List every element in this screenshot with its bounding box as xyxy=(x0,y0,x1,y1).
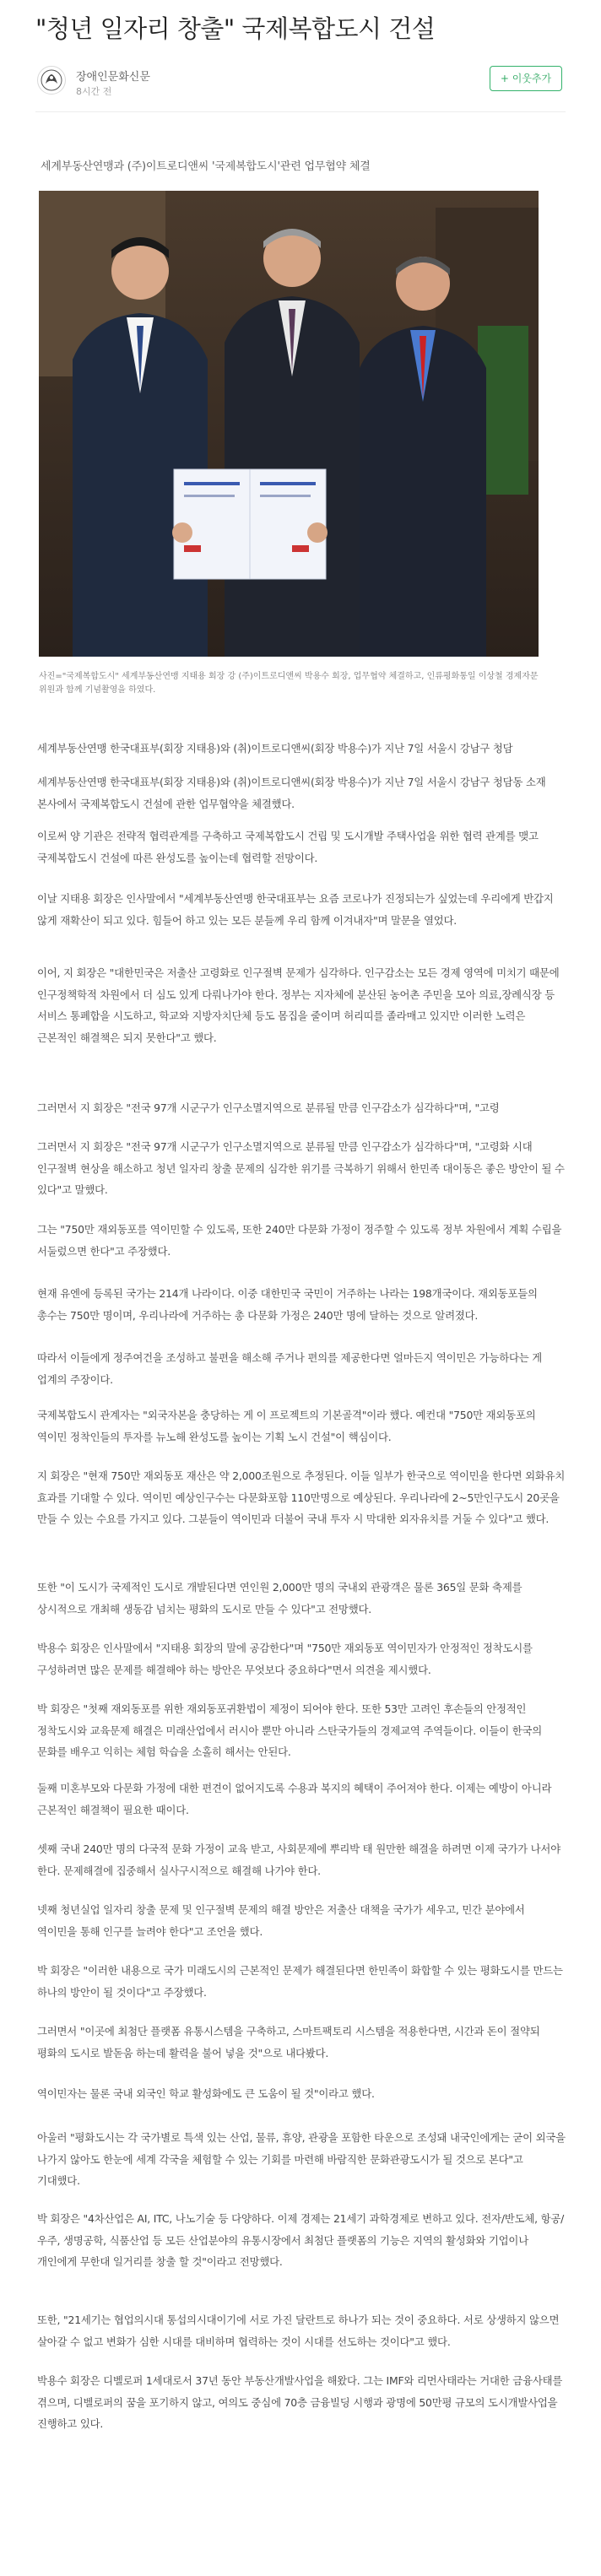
article-paragraph: 따라서 이들에게 정주여건을 조성하고 불편을 해소해 주거나 편의를 제공한다면 얼마든지 역이민은 가능하다는 게 업계의 주장이다. xyxy=(37,1351,543,1386)
publisher-name[interactable]: 장애인문화신문 xyxy=(76,71,150,84)
photo-caption: 사진="국제복합도시" 세계부동산연맹 지태용 회장 강 (주)이트로디앤씨 박용수 회장, 업무협약 체결하고, 인류평화통일 이상철 경제자문위원과 함께 기념촬영을 하였다. xyxy=(39,672,539,695)
article-paragraph: 박 회장은 "4차산업은 AI, ITC, 나노기술 등 다양하다. 이제 경제는 21세기 과학경제로 변하고 있다. 전자/반도체, 항공/우주, 생명공학, 식품산업 등 모든 산업분야의 유통시장에서 최첨단 플랫폼의 기능은 지역의 활성화와 기업이나 개인에게 무한대 일거리를 창출 할 것"이라고 전망했다. xyxy=(37,2212,565,2268)
article-subtitle: 세계부동산연맹과 (주)이트로디앤씨 '국제복합도시'관련 업무협약 체결 xyxy=(41,160,371,173)
article-paragraph: 또한, "21세기는 협업의시대 통섭의시대이기에 서로 가진 달란트로 하나가 되는 것이 중요하다. 서로 상생하지 않으면 살아갈 수 없고 변화가 심한 시대를 대비하며 협력하는 것이 시대를 선도하는 것이다"고 했다. xyxy=(37,2314,560,2348)
article-paragraph: 세계부동산연맹 한국대표부(회장 지태용)와 (취)이트로디앤씨(회장 박용수)가 지난 7일 서울시 강남구 청담 xyxy=(37,742,513,755)
article-paragraph: 박용수 회장은 디벨로퍼 1세대로서 37년 동안 부동산개발사업을 해왔다. 그는 IMF와 리먼사태라는 거대한 금융사태를 겪으며, 디벨로퍼의 꿈을 포기하지 않고, 여의도 중심에 70층 금융빌딩 시행과 광명에 50만평 규모의 도시개발사업을 진행하고 있다. xyxy=(37,2374,563,2430)
article-paragraph: 그러면서 지 회장은 "전국 97개 시군구가 인구소멸지역으로 분류될 만큼 인구감소가 심각하다"며, "고령 xyxy=(37,1101,500,1114)
post-time: 8시간 전 xyxy=(76,86,112,97)
article-paragraph: 세계부동산연맹 한국대표부(회장 지태용)와 (취)이트로디앤씨(회장 박용수)가 지난 7일 서울시 강남구 청담동 소재 본사에서 국제복합도시 건설에 관한 업무협약을 체결했다. xyxy=(37,776,546,810)
publisher-avatar[interactable] xyxy=(37,66,66,95)
photo-illustration xyxy=(39,191,539,657)
article-paragraph: 또한 "이 도시가 국제적인 도시로 개발된다면 연인원 2,000만 명의 국내외 관광객은 물론 365일 문화 축제를 상시적으로 개최해 생동감 넘치는 평화의 도시로 만들 수 있다"고 전망했다. xyxy=(37,1581,522,1615)
article-paragraph: 셋째 국내 240만 명의 다국적 문화 가정이 교육 받고, 사회문제에 뿌리박 태 원만한 해결을 하려면 이제 국가가 나서야 한다. 문제해결에 집중해서 실사구시적으로 해결해 나가야 한다. xyxy=(37,1843,560,1877)
article-paragraph: 박 회장은 "이러한 내용으로 국가 미래도시의 근본적인 문제가 해결된다면 한민족이 화합할 수 있는 평화도시를 만드는 하나의 방안이 될 것이다"고 주장했다. xyxy=(37,1964,563,1999)
article-paragraph: 이어, 지 회장은 "대한민국은 저출산 고령화로 인구절벽 문제가 심각하다. 인구감소는 모든 경제 영역에 미치기 때문에 인구정책학적 차원에서 더 심도 있게 다뤄나가야 한다. 정부는 지자체에 분산된 농어촌 주민을 모아 의료,장례식장 등 서비스 통폐합을 시도하고, 학교와 지방자치단체 등도 몸집을 줄이며 허리띠를 졸라매고 있지만 이러한 노력은 근본적인 해결책은 되지 못한다"고 했다. xyxy=(37,966,560,1044)
article-paragraph: 아울러 "평화도시는 각 국가별로 특색 있는 산업, 물류, 휴양, 관광을 포함한 타운으로 조성돼 내국인에게는 굳이 외국을 나가지 않아도 한눈에 세계 각국을 체험할 수 있는 기회를 마련해 바람직한 문화관광도시가 될 것으로 본다"고 기대했다. xyxy=(37,2131,566,2187)
article-paragraph: 국제복합도시 관계자는 "외국자본을 충당하는 게 이 프로젝트의 기본골격"이라 했다. 예컨대 "750만 재외동포의 역이민 정착인들의 투자를 뉴노해 완성도를 높이는 기획 노시 건설"이 핵심이다. xyxy=(37,1409,536,1443)
article-photo[interactable] xyxy=(39,191,539,657)
article-paragraph: 넷째 청년실업 일자리 창출 문제 및 인구절벽 문제의 해결 방안은 저출산 대책을 국가가 세우고, 민간 분야에서 역이민을 통해 인구를 늘려야 한다"고 조언을 했다. xyxy=(37,1903,525,1938)
article-paragraph: 그러면서 지 회장은 "전국 97개 시군구가 인구소멸지역으로 분류될 만큼 인구감소가 심각하다"며, "고령화 시대 인구절벽 현상을 해소하고 청년 일자리 창출 문제의 심각한 위기를 극복하기 위해서 한민족 대이동은 좋은 방안이 될 수 있다"고 말했다. xyxy=(37,1140,565,1196)
article-paragraph: 둘째 미혼부모와 다문화 가정에 대한 편견이 없어지도록 수용과 복지의 혜택이 주어져야 한다. 이제는 예방이 아니라 근본적인 해결책이 필요한 때이다. xyxy=(37,1782,552,1816)
article-paragraph: 그는 "750만 재외동포를 역이민할 수 있도록, 또한 240만 다문화 가정이 정주할 수 있도록 정부 차원에서 계획 수립을 서둘렀으면 한다"고 주장했다. xyxy=(37,1223,562,1258)
article-paragraph: 이날 지태용 회장은 인사말에서 "세계부동산연맹 한국대표부는 요즘 코로나가 진정되는가 싶었는데 우리에게 반갑지 않게 재확산이 되고 있다. 힘들어 하고 있는 모든 분들께 우리 함께 이겨내자"며 말문을 열었다. xyxy=(37,892,554,927)
article-paragraph: 박용수 회장은 인사말에서 "지태용 회장의 말에 공감한다"며 "750만 재외동포 역이민자가 안정적인 정착도시를 구성하려면 많은 문제를 해결해야 하는 방안은 무엇보다 중요하다"면서 의견을 제시했다. xyxy=(37,1642,533,1676)
publisher-logo-icon xyxy=(41,69,62,91)
article-title: "청년 일자리 창출" 국제복합도시 건설 xyxy=(35,14,436,43)
article-paragraph: 지 회장은 "현재 750만 재외동포 재산은 약 2,000조원으로 추정된다. 이들 일부가 한국으로 역이민을 한다면 외화유치 효과를 기대할 수 있다. 역이민 예상인구수는 다문화포함 110만명으로 예상된다. 우리나라에 2~5만인구도시 20곳을 만들 수 있는 수요를 가지고 있다. 그분들이 역이민과 더불어 국내 투자 시 막대한 외자유치를 거둘 수 있다"고 했다. xyxy=(37,1469,566,1525)
article-paragraph: 이로써 양 기관은 전략적 협력관계를 구축하고 국제복합도시 건립 및 도시개발 주택사업을 위한 협력 관계를 맺고 국제복합도시 건설에 따른 완성도를 높이는데 협력할 전망이다. xyxy=(37,830,539,864)
article-paragraph: 박 회장은 "첫째 재외동포를 위한 재외동포귀환법이 제정이 되어야 한다. 또한 53만 고려인 후손들의 안정적인 정착도시와 교육문제 해결은 미래산업에서 러시아 뿐만 아니라 스탄국가들의 경제교역 주역들이다. 이들이 한국의 문화를 배우고 익히는 체험 학습을 소홀히 해서는 안된다. xyxy=(37,1702,543,1758)
article-paragraph: 현재 유엔에 등록된 국가는 214개 나라이다. 이중 대한민국 국민이 거주하는 나라는 198개국이다. 재외동포들의 총수는 750만 명이며, 우리나라에 거주하는 총 다문화 가정은 240만 명에 달하는 것으로 알려졌다. xyxy=(37,1287,538,1322)
article-paragraph: 역이민자는 물론 국내 외국인 학교 활성화에도 큰 도움이 될 것"이라고 했다. xyxy=(37,2087,375,2100)
article-paragraph: 그러면서 "이곳에 최첨단 플랫폼 유통시스템을 구축하고, 스마트팩토리 시스템을 적용한다면, 시간과 돈이 절약되 평화의 도시로 발돋움 하는데 활력을 불어 넣을 것"으로 내다봤다. xyxy=(37,2025,540,2059)
follow-button[interactable]: + 이웃추가 xyxy=(490,66,562,91)
header-divider xyxy=(35,111,566,112)
